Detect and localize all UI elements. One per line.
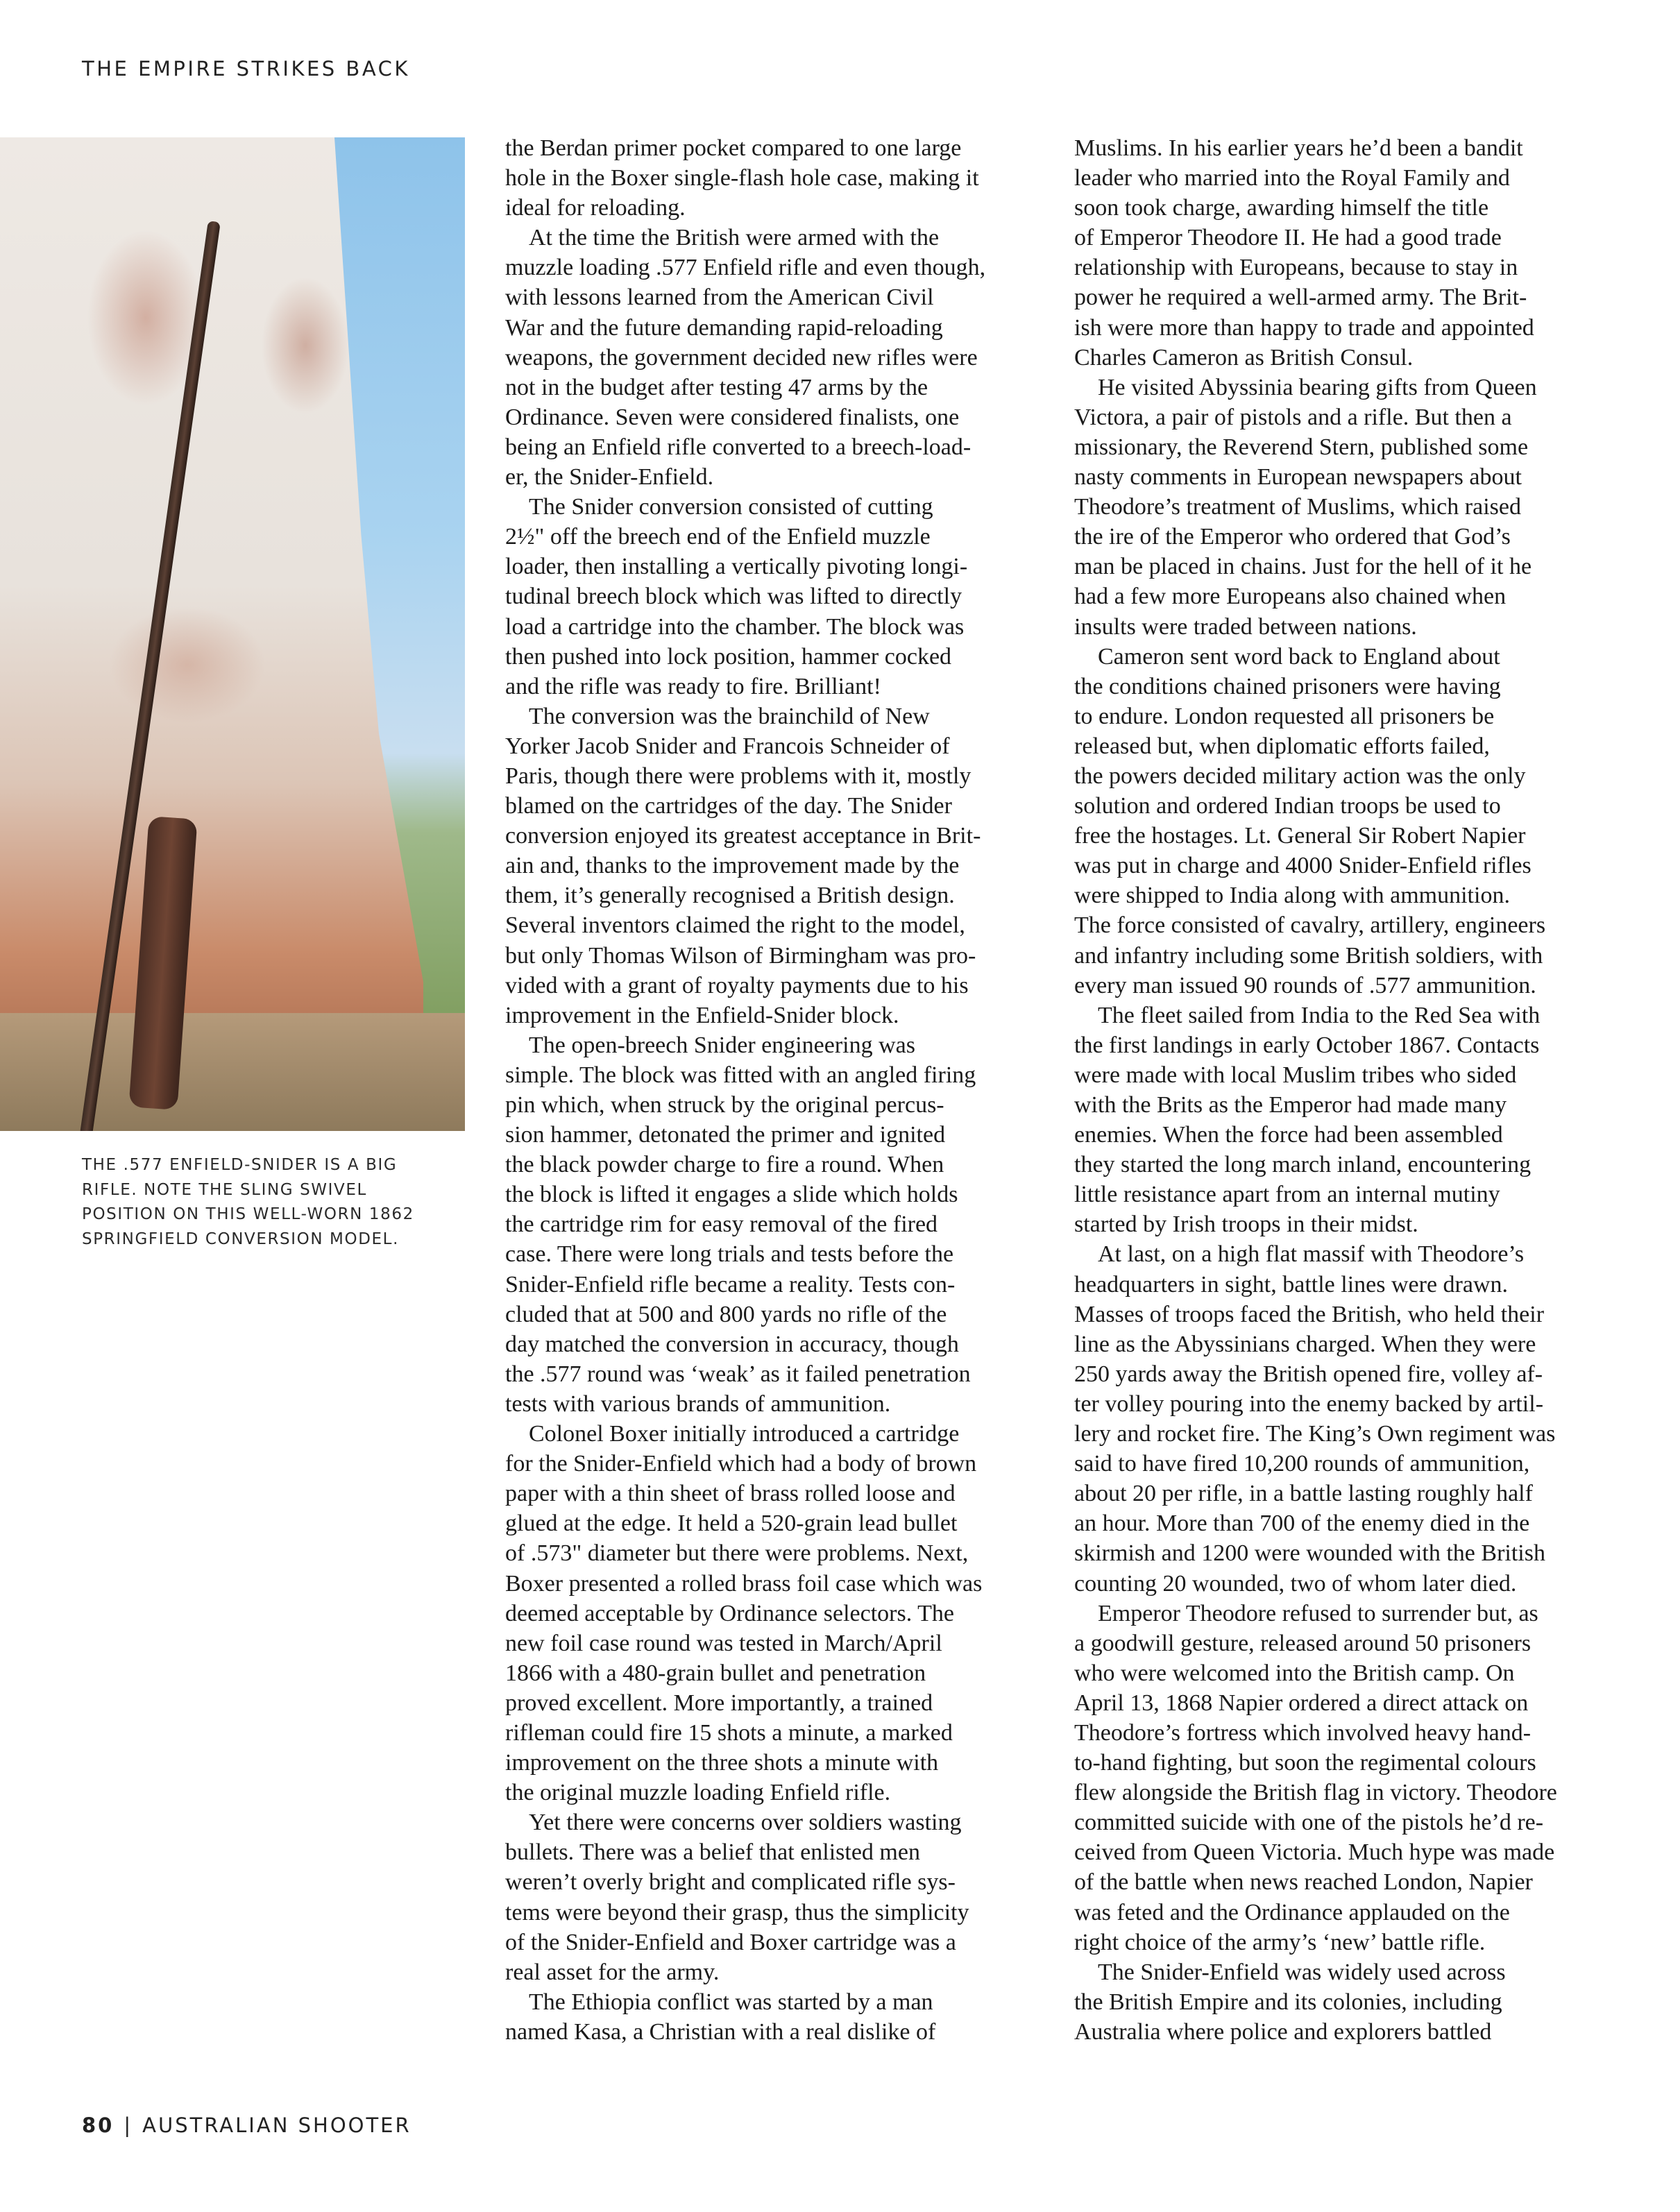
- text-line: 1866 with a 480-grain bullet and penetration: [505, 1660, 926, 1686]
- text-line: every man issued 90 rounds of .577 ammunition.: [1074, 972, 1536, 998]
- text-line: of Emperor Theodore II. He had a good trade: [1074, 225, 1502, 251]
- text-line: counting 20 wounded, two of whom later died.: [1074, 1570, 1517, 1597]
- text-line: Yorker Jacob Snider and Francois Schneider of: [505, 733, 950, 759]
- paragraph: [505, 492, 1053, 701]
- text-line: loader, then installing a vertically pivoting longi-: [505, 554, 968, 580]
- paragraph: [1074, 1239, 1622, 1598]
- text-line: were made with local Muslim tribes who sided: [1074, 1062, 1517, 1088]
- caption-line: RIFLE. NOTE THE SLING SWIVEL: [82, 1180, 367, 1199]
- text-line: being an Enfield rifle converted to a breech-load-: [505, 434, 971, 460]
- paragraph: [505, 1030, 1053, 1419]
- text-line: committed suicide with one of the pistols he’d re-: [1074, 1810, 1544, 1836]
- tree-trunk: [0, 137, 423, 1131]
- text-line: April 13, 1868 Napier ordered a direct attack on: [1074, 1690, 1529, 1716]
- text-line: Australia where police and explorers battled: [1074, 2018, 1492, 2045]
- text-line: The conversion was the brainchild of New: [529, 703, 930, 729]
- paragraph: [505, 1987, 1053, 2047]
- footer-separator: |: [124, 2113, 133, 2137]
- text-line: about 20 per rifle, in a battle lasting roughly half: [1074, 1481, 1533, 1507]
- text-line: of the Snider-Enfield and Boxer cartridge was a: [505, 1929, 956, 1955]
- text-line: simple. The block was fitted with an angled firing: [505, 1062, 976, 1088]
- text-line: bullets. There was a belief that enlisted men: [505, 1839, 920, 1866]
- text-line: hole in the Boxer single-flash hole case, making it: [505, 165, 979, 192]
- text-line: the .577 round was ‘weak’ as it failed penetration: [505, 1361, 971, 1387]
- text-line: Several inventors claimed the right to the model,: [505, 912, 965, 939]
- text-line: new foil case round was tested in March/April: [505, 1630, 942, 1656]
- text-line: the powers decided military action was the only: [1074, 763, 1526, 789]
- text-line: weapons, the government decided new rifles were: [505, 344, 978, 371]
- text-line: started by Irish troops in their midst.: [1074, 1211, 1418, 1238]
- text-line: tests with various brands of ammunition.: [505, 1390, 891, 1417]
- text-line: pin which, when struck by the original percus-: [505, 1092, 944, 1118]
- text-line: Masses of troops faced the British, who held their: [1074, 1301, 1545, 1327]
- text-line: was put in charge and 4000 Snider-Enfield rifles: [1074, 853, 1531, 879]
- text-line: Snider-Enfield rifle became a reality. Tests con-: [505, 1271, 956, 1298]
- text-line: 2½" off the breech end of the Enfield muzzle: [505, 524, 931, 550]
- text-line: At last, on a high flat massif with Theodore’s: [1098, 1241, 1525, 1268]
- rifle-photo: [0, 137, 465, 1131]
- text-line: conversion enjoyed its greatest acceptance in Brit-: [505, 823, 981, 849]
- text-line: solution and ordered Indian troops be used to: [1074, 793, 1501, 819]
- paragraph: [1074, 1957, 1622, 2047]
- paragraph: [505, 223, 1053, 492]
- caption-line: SPRINGFIELD CONVERSION MODEL.: [82, 1230, 399, 1248]
- text-line: He visited Abyssinia bearing gifts from Queen: [1098, 374, 1537, 400]
- page-footer: [82, 2113, 411, 2137]
- text-line: the cartridge rim for easy removal of the fired: [505, 1211, 938, 1238]
- text-line: Yet there were concerns over soldiers wasting: [529, 1810, 962, 1836]
- text-line: skirmish and 1200 were wounded with the British: [1074, 1540, 1545, 1567]
- text-line: not in the budget after testing 47 arms by the: [505, 374, 928, 400]
- text-line: were shipped to India along with ammunition.: [1074, 883, 1510, 909]
- paragraph: [505, 133, 1053, 223]
- text-line: the conditions chained prisoners were having: [1074, 673, 1501, 699]
- text-line: er, the Snider-Enfield.: [505, 464, 714, 491]
- text-line: Victora, a pair of pistols and a rifle. But then a: [1074, 404, 1512, 430]
- text-line: soon took charge, awarding himself the title: [1074, 195, 1489, 221]
- text-line: The Snider-Enfield was widely used across: [1098, 1959, 1506, 1985]
- text-line: Paris, though there were problems with it, mostly: [505, 763, 971, 789]
- paragraph: [1074, 1001, 1622, 1240]
- text-line: man be placed in chains. Just for the hell of it he: [1074, 554, 1532, 580]
- text-line: tems were beyond their grasp, thus the simplicity: [505, 1899, 969, 1925]
- text-line: of the battle when news reached London, Napier: [1074, 1869, 1533, 1896]
- text-line: Emperor Theodore refused to surrender but, as: [1098, 1600, 1538, 1626]
- text-line: Charles Cameron as British Consul.: [1074, 344, 1414, 371]
- text-line: then pushed into lock position, hammer cocked: [505, 643, 952, 670]
- text-line: Theodore’s treatment of Muslims, which raised: [1074, 494, 1521, 520]
- text-line: insults were traded between nations.: [1074, 613, 1417, 640]
- text-line: ideal for reloading.: [505, 195, 686, 221]
- text-line: with the Brits as the Emperor had made many: [1074, 1092, 1507, 1118]
- text-line: improvement in the Enfield-Snider block.: [505, 1002, 899, 1028]
- text-line: Boxer presented a rolled brass foil case which was: [505, 1570, 983, 1597]
- text-line: with lessons learned from the American Civil: [505, 284, 934, 311]
- paragraph: [1074, 133, 1622, 373]
- text-line: the first landings in early October 1867. Contacts: [1074, 1032, 1540, 1058]
- text-line: load a cartridge into the chamber. The block was: [505, 613, 965, 640]
- paragraph: [1074, 642, 1622, 1001]
- text-line: and the rifle was ready to fire. Brilliant!: [505, 673, 881, 699]
- text-line: the ire of the Emperor who ordered that God’s: [1074, 524, 1511, 550]
- text-line: At the time the British were armed with the: [529, 225, 940, 251]
- text-line: them, it’s generally recognised a British design.: [505, 883, 955, 909]
- text-line: glued at the edge. It held a 520-grain lead bullet: [505, 1511, 958, 1537]
- text-line: blamed on the cartridges of the day. The Snider: [505, 793, 952, 819]
- text-line: headquarters in sight, battle lines were drawn.: [1074, 1271, 1509, 1298]
- text-line: flew alongside the British flag in victory. Theodore: [1074, 1780, 1557, 1806]
- text-line: Muslims. In his earlier years he’d been a bandit: [1074, 135, 1523, 161]
- text-line: the original muzzle loading Enfield rifle.: [505, 1780, 891, 1806]
- text-line: free the hostages. Lt. General Sir Robert Napier: [1074, 823, 1526, 849]
- text-line: who were welcomed into the British camp. On: [1074, 1660, 1515, 1686]
- publication-name: AUSTRALIAN SHOOTER: [142, 2113, 411, 2137]
- running-title: THE EMPIRE STRIKES BACK: [82, 57, 410, 80]
- text-line: paper with a thin sheet of brass rolled loose and: [505, 1481, 956, 1507]
- text-line: sion hammer, detonated the primer and ignited: [505, 1122, 946, 1148]
- paragraph: [1074, 373, 1622, 642]
- text-line: for the Snider-Enfield which had a body of brown: [505, 1451, 977, 1477]
- text-line: Ordinance. Seven were considered finalists, one: [505, 404, 960, 430]
- text-line: said to have fired 10,200 rounds of ammunition,: [1074, 1451, 1530, 1477]
- text-line: War and the future demanding rapid-reloading: [505, 314, 943, 341]
- text-line: day matched the conversion in accuracy, though: [505, 1331, 959, 1357]
- text-line: nasty comments in European newspapers about: [1074, 464, 1522, 491]
- text-line: ceived from Queen Victoria. Much hype was made: [1074, 1839, 1555, 1866]
- text-line: the black powder charge to fire a round. When: [505, 1152, 944, 1178]
- text-line: named Kasa, a Christian with a real dislike of: [505, 2018, 936, 2045]
- photo-caption: [82, 1153, 470, 1252]
- text-line: The open-breech Snider engineering was: [529, 1032, 915, 1058]
- text-line: lery and rocket fire. The King’s Own regiment was: [1074, 1421, 1556, 1447]
- caption-line: POSITION ON THIS WELL-WORN 1862: [82, 1205, 414, 1223]
- text-line: tudinal breech block which was lifted to directly: [505, 584, 962, 610]
- text-line: a goodwill gesture, released around 50 prisoners: [1074, 1630, 1531, 1656]
- paragraph: [1074, 1599, 1622, 1957]
- text-line: had a few more Europeans also chained when: [1074, 584, 1507, 610]
- text-line: deemed acceptable by Ordinance selectors. The: [505, 1600, 954, 1626]
- text-line: of .573" diameter but there were problems. Next,: [505, 1540, 969, 1567]
- text-line: muzzle loading .577 Enfield rifle and even though,: [505, 255, 986, 281]
- paragraph: [505, 701, 1053, 1030]
- paragraph: [505, 1419, 1053, 1807]
- text-line: the block is lifted it engages a slide which holds: [505, 1182, 958, 1208]
- page-number: 80: [82, 2113, 114, 2137]
- text-line: but only Thomas Wilson of Birmingham was pro-: [505, 942, 976, 969]
- caption-line: THE .577 ENFIELD-SNIDER IS A BIG: [82, 1156, 398, 1174]
- text-line: vided with a grant of royalty payments due to his: [505, 972, 969, 998]
- text-line: weren’t overly bright and complicated rifle sys-: [505, 1869, 956, 1896]
- text-line: was feted and the Ordinance applauded on the: [1074, 1899, 1510, 1925]
- text-line: line as the Abyssinians charged. When they were: [1074, 1331, 1536, 1357]
- text-line: ish were more than happy to trade and appointed: [1074, 314, 1534, 341]
- paragraph: [505, 1807, 1053, 1987]
- text-line: Cameron sent word back to England about: [1098, 643, 1500, 670]
- text-line: The force consisted of cavalry, artillery, engineers: [1074, 912, 1546, 939]
- text-line: ter volley pouring into the enemy backed by artil-: [1074, 1390, 1544, 1417]
- text-line: an hour. More than 700 of the enemy died in the: [1074, 1511, 1530, 1537]
- text-line: cluded that at 500 and 800 yards no rifle of the: [505, 1301, 947, 1327]
- text-line: the Berdan primer pocket compared to one large: [505, 135, 962, 161]
- text-line: the British Empire and its colonies, including: [1074, 1989, 1502, 2015]
- text-line: The Ethiopia conflict was started by a man: [529, 1989, 933, 2015]
- text-line: they started the long march inland, encountering: [1074, 1152, 1531, 1178]
- text-line: rifleman could fire 15 shots a minute, a marked: [505, 1719, 953, 1746]
- text-line: proved excellent. More importantly, a trained: [505, 1690, 933, 1716]
- text-line: and infantry including some British soldiers, with: [1074, 942, 1543, 969]
- text-line: missionary, the Reverend Stern, published some: [1074, 434, 1529, 460]
- text-line: right choice of the army’s ‘new’ battle rifle.: [1074, 1929, 1486, 1955]
- text-line: relationship with Europeans, because to stay in: [1074, 255, 1518, 281]
- text-line: released but, when diplomatic efforts failed,: [1074, 733, 1490, 759]
- text-column-1: [505, 133, 1053, 2047]
- text-line: power he required a well-armed army. The Brit-: [1074, 284, 1527, 311]
- text-column-2: [1074, 133, 1622, 2047]
- text-line: Theodore’s fortress which involved heavy hand-: [1074, 1719, 1531, 1746]
- text-line: enemies. When the force had been assembled: [1074, 1122, 1503, 1148]
- text-line: to-hand fighting, but soon the regimental colours: [1074, 1750, 1536, 1776]
- ground: [0, 1013, 465, 1131]
- text-line: case. There were long trials and tests before the: [505, 1241, 954, 1268]
- text-line: The Snider conversion consisted of cutting: [529, 494, 933, 520]
- text-line: real asset for the army.: [505, 1959, 720, 1985]
- text-line: improvement on the three shots a minute with: [505, 1750, 939, 1776]
- text-line: to endure. London requested all prisoners be: [1074, 703, 1495, 729]
- text-line: 250 yards away the British opened fire, volley af-: [1074, 1361, 1543, 1387]
- text-line: leader who married into the Royal Family and: [1074, 165, 1510, 192]
- text-line: Colonel Boxer initially introduced a cartridge: [529, 1421, 960, 1447]
- text-line: little resistance apart from an internal mutiny: [1074, 1182, 1500, 1208]
- text-line: ain and, thanks to the improvement made by the: [505, 853, 960, 879]
- text-line: The fleet sailed from India to the Red Sea with: [1098, 1002, 1541, 1028]
